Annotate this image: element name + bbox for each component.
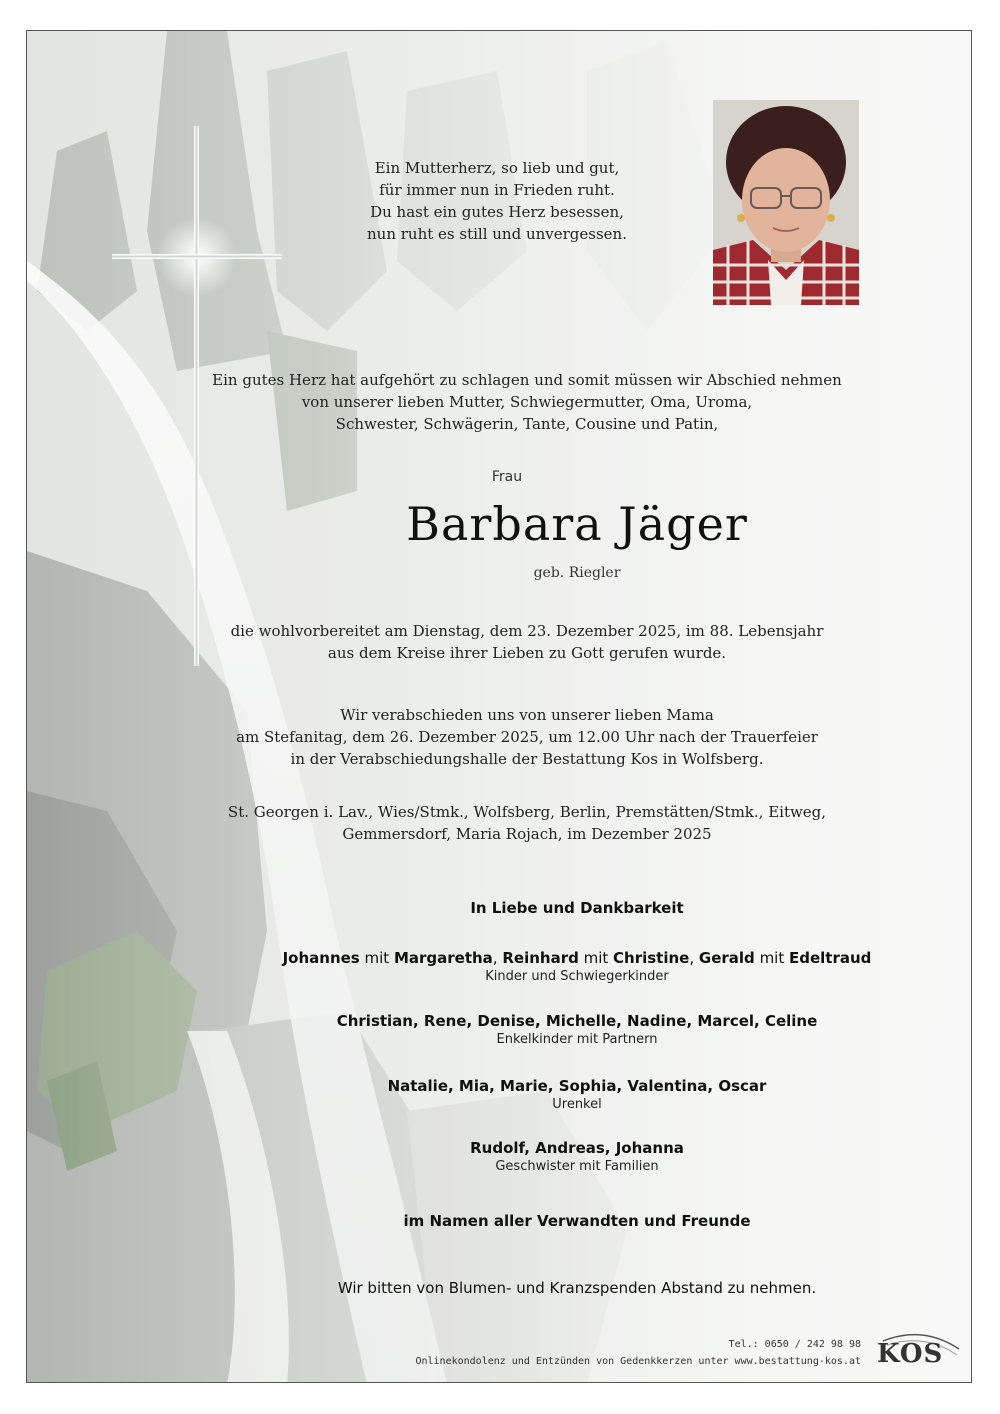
- connector-text: mit: [359, 949, 394, 967]
- footer-phone: Tel.: 0650 / 242 98 98: [728, 1339, 861, 1350]
- mourner-name: Gerald: [698, 949, 755, 967]
- death-notice: [167, 620, 887, 664]
- poem-line: Ein Mutterherz, so lieb und gut,: [374, 159, 620, 177]
- farewell-notice: [167, 704, 887, 770]
- logo-text: KOS: [877, 1339, 944, 1369]
- death-notice-line: die wohlvorbereitet am Dienstag, dem 23. Dezember 2025, im 88. Lebensjahr: [230, 622, 824, 640]
- mourner-name: Margaretha: [393, 949, 493, 967]
- mourner-name: Johannes: [282, 949, 360, 967]
- mourner-name-list: Rudolf, Andreas, Johanna: [470, 1139, 684, 1157]
- farewell-line: am Stefanitag, dem 26. Dezember 2025, um 12.00 Uhr nach der Trauerfeier: [236, 728, 818, 746]
- mourner-group-grandchildren: [227, 1012, 927, 1047]
- intro-line: Schwester, Schwägerin, Tante, Cousine und Patin,: [335, 415, 719, 433]
- poem-line: Du hast ein gutes Herz besessen,: [370, 203, 624, 221]
- intro-line: Ein gutes Herz hat aufgehört zu schlagen und somit müssen wir Abschied nehmen: [212, 371, 842, 389]
- mourner-name-list: Christian, Rene, Denise, Michelle, Nadine, Marcel, Celine: [336, 1012, 818, 1030]
- mourner-group-siblings: [327, 1139, 827, 1174]
- poem: [227, 157, 767, 245]
- poem-line: für immer nun in Frieden ruht.: [379, 181, 615, 199]
- farewell-line: in der Verabschiedungshalle der Bestattung Kos in Wolfsberg.: [290, 750, 764, 768]
- mourner-name: Edeltraud: [789, 949, 872, 967]
- mourner-names: [227, 1077, 927, 1095]
- places-line: St. Georgen i. Lav., Wies/Stmk., Wolfsberg, Berlin, Premstätten/Stmk., Eitweg,: [227, 803, 827, 821]
- obituary-card: [26, 30, 972, 1383]
- farewell-line: Wir verabschieden uns von unserer lieben Mama: [340, 706, 714, 724]
- connector-text: mit: [754, 949, 789, 967]
- mourner-group-children: [227, 949, 927, 984]
- places-line: Gemmersdorf, Maria Rojach, im Dezember 2025: [342, 825, 712, 843]
- kos-logo: [873, 1331, 963, 1375]
- footer-online-condolence: Onlinekondolenz und Entzünden von Gedenkkerzen unter www.bestattung-kos.at: [415, 1356, 861, 1367]
- intro-line: von unserer lieben Mutter, Schwiegermutter, Oma, Uroma,: [301, 393, 753, 411]
- mourner-names: [327, 1139, 827, 1157]
- mourner-name: Reinhard: [502, 949, 579, 967]
- places-and-date: [147, 801, 907, 845]
- separator-text: ,: [492, 949, 503, 967]
- mourner-group-label: Kinder und Schwiegerkinder: [485, 969, 669, 984]
- mourner-name-list: Natalie, Mia, Marie, Sophia, Valentina, Oscar: [387, 1077, 767, 1095]
- mourner-name: Christine: [613, 949, 690, 967]
- maiden-name: geb. Riegler: [533, 565, 621, 581]
- poem-line: nun ruht es still und unvergessen.: [367, 225, 627, 243]
- mourner-group-label: Urenkel: [552, 1097, 602, 1112]
- death-notice-line: aus dem Kreise ihrer Lieben zu Gott gerufen wurde.: [327, 644, 727, 662]
- separator-text: ,: [689, 949, 699, 967]
- relatives-line: im Namen aller Verwandten und Freunde: [403, 1212, 751, 1230]
- mourner-group-great-grandchildren: [227, 1077, 927, 1112]
- mourner-group-label: Enkelkinder mit Partnern: [496, 1032, 658, 1047]
- mourner-names: [227, 949, 927, 967]
- salutation: Frau: [491, 469, 523, 485]
- intro-text: [167, 369, 887, 435]
- mourner-group-label: Geschwister mit Familien: [495, 1159, 659, 1174]
- flower-request: Wir bitten von Blumen- und Kranzspenden Abstand zu nehmen.: [337, 1279, 817, 1297]
- mourners-heading: In Liebe und Dankbarkeit: [470, 899, 684, 917]
- connector-text: mit: [578, 949, 614, 967]
- deceased-name: Barbara Jäger: [406, 497, 748, 551]
- mourner-names: [227, 1012, 927, 1030]
